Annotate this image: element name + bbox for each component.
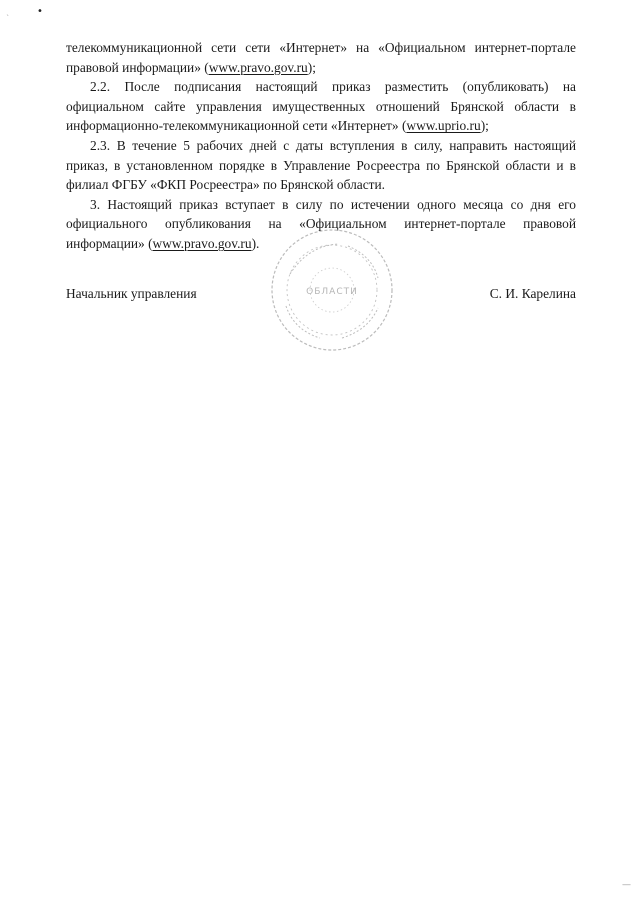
scan-speck: `: [6, 14, 10, 23]
official-seal-stamp: [268, 226, 396, 354]
paragraph-text: 2.3. В течение 5 рабочих дней с даты вступления в силу, направить настоящий приказ, в установленном порядке в Управление Росреестра по Брянской области и в филиал ФГБУ «ФКП Росреестра» по Брянской области.: [66, 137, 576, 193]
stamp-center-text: ОБЛАСТИ: [306, 287, 358, 297]
paragraph-text: 2.2. После подписания настоящий приказ разместить (опубликовать) на официальном сайте управления имущественных отношений Брянской области в информационно-телекоммуникационной сети «Интернет» (: [66, 79, 576, 134]
paragraph-2-3: [66, 136, 576, 195]
scan-speck: •: [37, 6, 43, 17]
paragraph-text: ).: [251, 235, 260, 251]
website-link[interactable]: www.pravo.gov.ru: [152, 235, 252, 251]
scan-speck: —: [622, 880, 631, 890]
document-body: [66, 38, 576, 254]
paragraph-text: );: [307, 59, 316, 75]
paragraph-continuation: [66, 38, 576, 77]
signer-name: С. И. Карелина: [489, 286, 576, 301]
paragraph-text: 3. Настоящий приказ вступает в силу по истечении одного месяца со дня его официального опубликования на «Официальном интернет-портале правовой информации» (: [66, 196, 576, 251]
paragraph-text: телекоммуникационной сети сети «Интернет» на «Официальном интернет-портале правовой информации» (: [66, 40, 576, 75]
website-link[interactable]: www.pravo.gov.ru: [208, 59, 308, 75]
paragraph-2-2: [66, 77, 576, 136]
website-link[interactable]: www.uprio.ru: [406, 118, 481, 134]
signer-position: Начальник управления: [66, 286, 197, 301]
paragraph-text: );: [480, 118, 489, 134]
